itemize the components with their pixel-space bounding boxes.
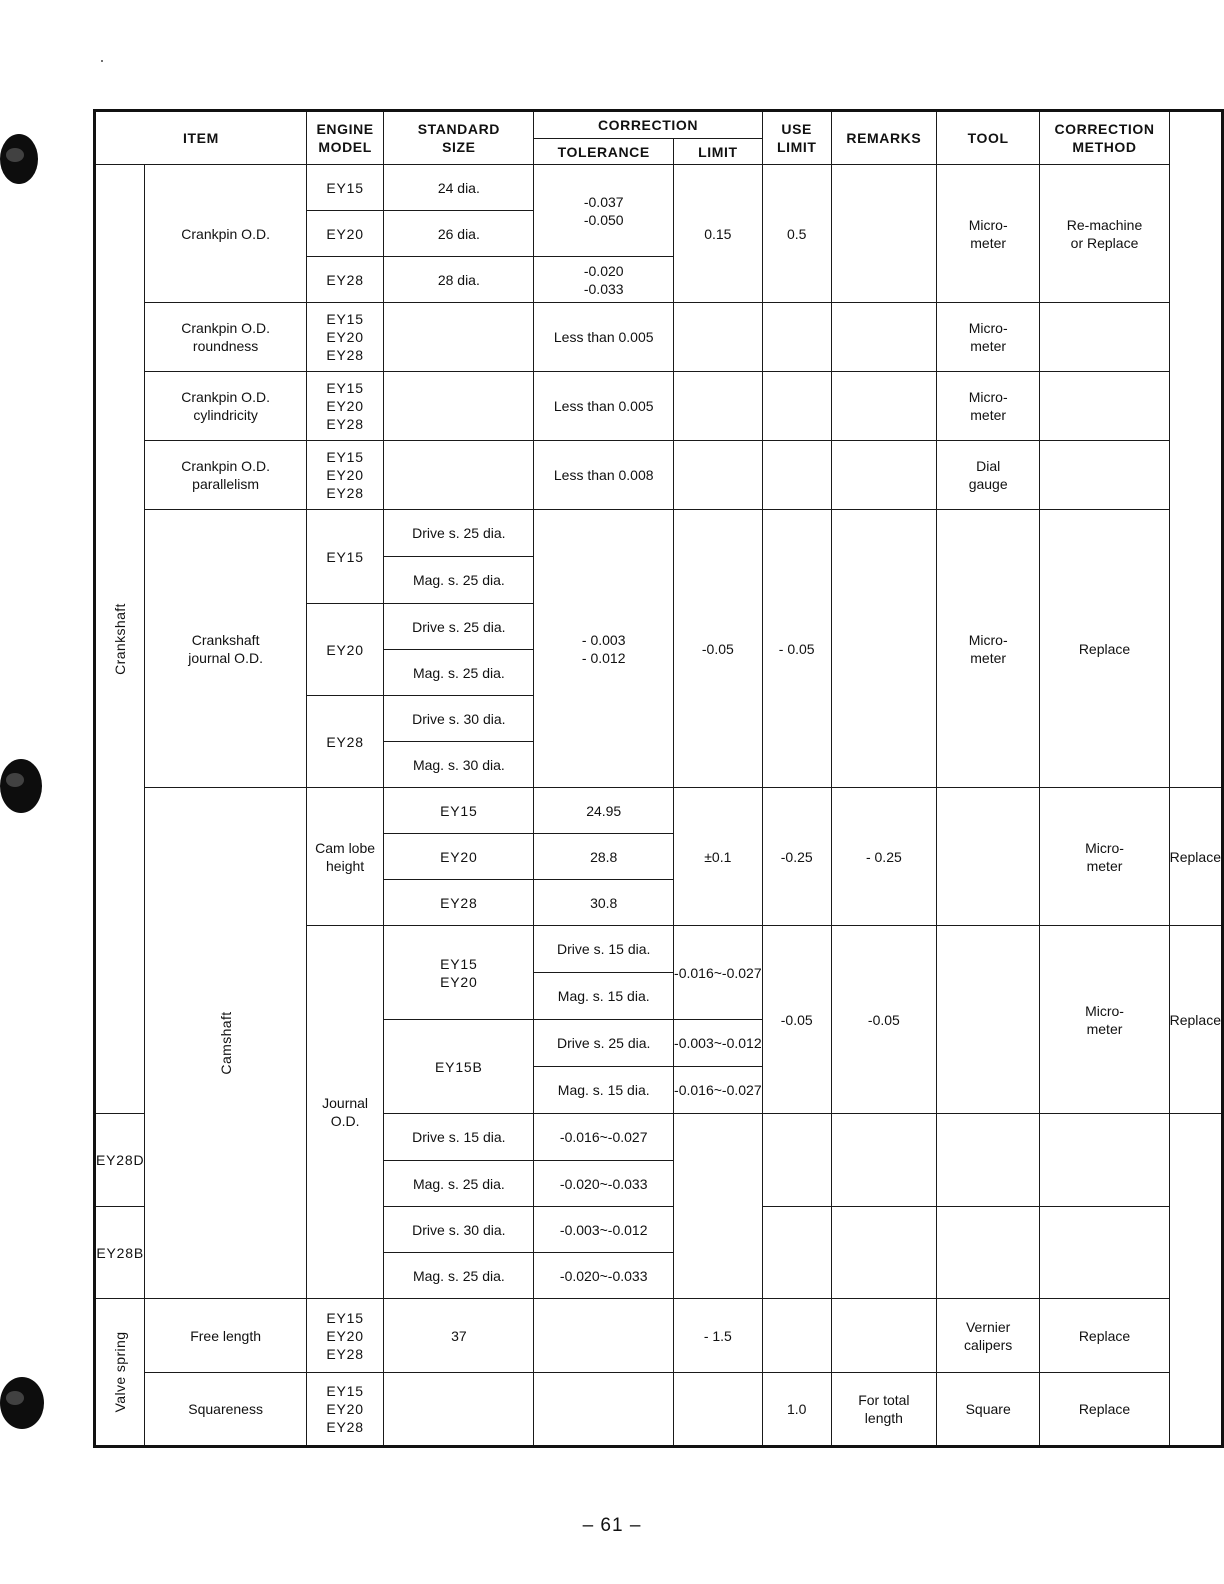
empty-cell (936, 1114, 1039, 1207)
squareness-method: Replace (1040, 1373, 1169, 1447)
header-tolerance: TOLERANCE (534, 139, 674, 165)
cam-lobe-item: Cam lobe height (306, 788, 383, 926)
cam-journal-size: Drive s. 15 dia. (534, 926, 674, 973)
header-limit: LIMIT (674, 139, 763, 165)
empty-cell (762, 1299, 831, 1373)
crank-journal-model: EY15 (306, 510, 383, 604)
crankpin-parallelism-item: Crankpin O.D. parallelism (145, 441, 307, 510)
cam-journal-size: Mag. s. 15 dia. (534, 973, 674, 1020)
crankpin-roundness-models: EY15 EY20 EY28 (306, 303, 383, 372)
crankpin-roundness-item: Crankpin O.D. roundness (145, 303, 307, 372)
empty-cell (384, 303, 534, 372)
empty-cell (1040, 372, 1169, 441)
cam-journal-item: Journal O.D. (306, 926, 383, 1299)
free-length-models: EY15 EY20 EY28 (306, 1299, 383, 1373)
cam-journal-tolerance: -0.020~-0.033 (534, 1161, 674, 1207)
crank-journal-size: Mag. s. 25 dia. (384, 557, 534, 604)
header-item: ITEM (95, 111, 307, 165)
empty-cell (936, 1207, 1039, 1299)
crank-journal-limit: -0.05 (674, 510, 763, 788)
empty-cell (384, 1373, 534, 1447)
cam-journal-model: EY28D (95, 1114, 145, 1207)
cam-journal-size: Drive s. 25 dia. (534, 1020, 674, 1067)
cam-journal-remarks (936, 926, 1039, 1114)
cam-lobe-size: 30.8 (534, 880, 674, 926)
crank-journal-size: Drive s. 25 dia. (384, 510, 534, 557)
squareness-tool: Square (936, 1373, 1039, 1447)
squareness-use-limit: 1.0 (762, 1373, 831, 1447)
crank-journal-size: Mag. s. 25 dia. (384, 650, 534, 696)
empty-cell (831, 1299, 936, 1373)
crank-journal-model: EY28 (306, 696, 383, 788)
cam-lobe-model: EY20 (384, 834, 534, 880)
crankpin-parallelism-tool: Dial gauge (936, 441, 1039, 510)
crankpin-cylindricity-tool: Micro- meter (936, 372, 1039, 441)
empty-cell (1040, 1114, 1169, 1207)
header-engine-model: ENGINE MODEL (306, 111, 383, 165)
crankpin-od-model: EY20 (306, 211, 383, 257)
cam-journal-size: Mag. s. 25 dia. (384, 1161, 534, 1207)
empty-cell (831, 441, 936, 510)
empty-cell (674, 303, 763, 372)
empty-cell (762, 441, 831, 510)
cam-journal-model: EY28B (95, 1207, 145, 1299)
crankpin-od-model: EY15 (306, 165, 383, 211)
free-length-size: 37 (384, 1299, 534, 1373)
crank-journal-remarks (831, 510, 936, 788)
section-label-crankshaft: Crankshaft (95, 165, 145, 1114)
specification-table (93, 109, 1224, 1448)
cam-journal-size: Drive s. 30 dia. (384, 1207, 534, 1253)
free-length-item: Free length (145, 1299, 307, 1373)
crank-journal-size: Drive s. 30 dia. (384, 696, 534, 742)
crankpin-od-method: Re-machine or Replace (1040, 165, 1169, 303)
header-correction: CORRECTION (534, 111, 762, 139)
empty-cell (831, 372, 936, 441)
crankpin-cylindricity-models: EY15 EY20 EY28 (306, 372, 383, 441)
crankpin-od-model: EY28 (306, 257, 383, 303)
header-use-limit: USE LIMIT (762, 111, 831, 165)
cam-journal-tolerance: -0.016~-0.027 (534, 1114, 674, 1161)
crankpin-od-remarks (831, 165, 936, 303)
cam-journal-size: Mag. s. 15 dia. (534, 1067, 674, 1114)
crankpin-od-limit: 0.15 (674, 165, 763, 303)
cam-journal-limit: -0.05 (762, 926, 831, 1114)
cam-lobe-tolerance: ±0.1 (674, 788, 763, 926)
free-length-limit: - 1.5 (674, 1299, 763, 1373)
empty-cell (762, 372, 831, 441)
empty-cell (674, 1373, 763, 1447)
dust-speck (101, 60, 103, 62)
cam-journal-size: Mag. s. 25 dia. (384, 1253, 534, 1299)
squareness-remarks: For total length (831, 1373, 936, 1447)
crankpin-roundness-tolerance: Less than 0.005 (534, 303, 674, 372)
crankpin-od-size: 26 dia. (384, 211, 534, 257)
crankpin-od-tolerance: -0.020 -0.033 (534, 257, 674, 303)
cam-journal-method: Replace (1169, 926, 1222, 1114)
free-length-tool: Vernier calipers (936, 1299, 1039, 1373)
empty-cell (384, 441, 534, 510)
cam-lobe-method: Replace (1169, 788, 1222, 926)
empty-cell (831, 303, 936, 372)
cam-lobe-size: 24.95 (534, 788, 674, 834)
squareness-item: Squareness (145, 1373, 307, 1447)
section-label-camshaft: Camshaft (145, 788, 307, 1299)
punch-hole-middle (0, 759, 42, 813)
crankpin-od-size: 24 dia. (384, 165, 534, 211)
crank-journal-use-limit: - 0.05 (762, 510, 831, 788)
crankpin-roundness-tool: Micro- meter (936, 303, 1039, 372)
punch-hole-bottom (0, 1377, 44, 1429)
crank-journal-model: EY20 (306, 604, 383, 696)
cam-journal-model: EY15 EY20 (384, 926, 534, 1020)
empty-cell (1040, 441, 1169, 510)
cam-journal-size: Drive s. 15 dia. (384, 1114, 534, 1161)
crank-journal-method: Replace (1040, 510, 1169, 788)
cam-journal-model: EY15B (384, 1020, 534, 1114)
cam-journal-tool: Micro- meter (1040, 926, 1169, 1114)
cam-lobe-tool: Micro- meter (1040, 788, 1169, 926)
crank-journal-item: Crankshaft journal O.D. (145, 510, 307, 788)
free-length-method: Replace (1040, 1299, 1169, 1373)
cam-journal-use-limit: -0.05 (831, 926, 936, 1114)
cam-lobe-model: EY28 (384, 880, 534, 926)
empty-cell (1040, 303, 1169, 372)
empty-cell (762, 1207, 831, 1299)
empty-cell (674, 1114, 763, 1299)
empty-cell (762, 1114, 831, 1207)
header-correction-method: CORRECTION METHOD (1040, 111, 1169, 165)
empty-cell (831, 1207, 936, 1299)
empty-cell (1040, 1207, 1169, 1299)
crankpin-od-tolerance: -0.037 -0.050 (534, 165, 674, 257)
crankpin-od-tool: Micro- meter (936, 165, 1039, 303)
cam-lobe-size: 28.8 (534, 834, 674, 880)
crankpin-od-size: 28 dia. (384, 257, 534, 303)
crank-journal-tolerance: - 0.003 - 0.012 (534, 510, 674, 788)
crankpin-parallelism-models: EY15 EY20 EY28 (306, 441, 383, 510)
header-standard-size: STANDARD SIZE (384, 111, 534, 165)
empty-cell (384, 372, 534, 441)
empty-cell (534, 1299, 674, 1373)
empty-cell (674, 372, 763, 441)
cam-journal-tolerance: -0.020~-0.033 (534, 1253, 674, 1299)
crank-journal-size: Drive s. 25 dia. (384, 604, 534, 650)
page-number: – 61 – (582, 1515, 642, 1536)
cam-lobe-limit: -0.25 (762, 788, 831, 926)
empty-cell (534, 1373, 674, 1447)
cam-journal-tolerance: -0.003~-0.012 (674, 1020, 763, 1067)
header-tool: TOOL (936, 111, 1039, 165)
crankpin-cylindricity-item: Crankpin O.D. cylindricity (145, 372, 307, 441)
crank-journal-size: Mag. s. 30 dia. (384, 742, 534, 788)
squareness-models: EY15 EY20 EY28 (306, 1373, 383, 1447)
cam-journal-tolerance: -0.003~-0.012 (534, 1207, 674, 1253)
crank-journal-tool: Micro- meter (936, 510, 1039, 788)
section-label-valve-spring: Valve spring (95, 1299, 145, 1447)
crankpin-parallelism-tolerance: Less than 0.008 (534, 441, 674, 510)
header-remarks: REMARKS (831, 111, 936, 165)
crankpin-od-use-limit: 0.5 (762, 165, 831, 303)
crankpin-od-item: Crankpin O.D. (145, 165, 307, 303)
cam-lobe-remarks (936, 788, 1039, 926)
cam-lobe-use-limit: - 0.25 (831, 788, 936, 926)
cam-journal-tolerance: -0.016~-0.027 (674, 1067, 763, 1114)
empty-cell (674, 441, 763, 510)
cam-lobe-model: EY15 (384, 788, 534, 834)
punch-hole-top (0, 134, 38, 184)
cam-journal-tolerance: -0.016~-0.027 (674, 926, 763, 1020)
crankpin-cylindricity-tolerance: Less than 0.005 (534, 372, 674, 441)
empty-cell (831, 1114, 936, 1207)
empty-cell (762, 303, 831, 372)
